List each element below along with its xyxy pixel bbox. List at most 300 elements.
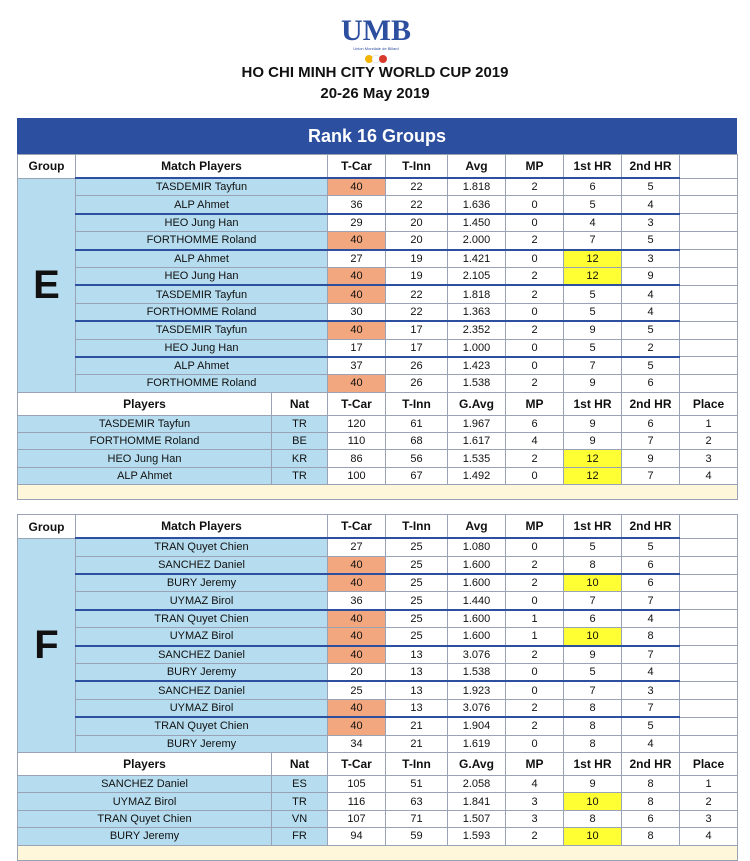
standings-header-row <box>18 392 738 415</box>
match-blank <box>680 375 738 392</box>
standing-2nd-hr: 6 <box>622 810 680 827</box>
standing-g-avg: 1.535 <box>448 450 506 467</box>
standing-player: FORTHOMME Roland <box>18 433 272 450</box>
match-t-car: 36 <box>328 196 386 214</box>
match-t-inn: 13 <box>386 663 448 681</box>
match-1st-hr: 8 <box>564 735 622 752</box>
header-t-car: T-Car <box>328 752 386 775</box>
match-t-car: 40 <box>328 610 386 628</box>
footer-strip-cell <box>18 485 738 500</box>
standing-mp: 3 <box>506 793 564 810</box>
match-mp: 0 <box>506 250 564 268</box>
match-avg: 1.423 <box>448 357 506 375</box>
header-group: Group <box>18 515 76 539</box>
standing-player: BURY Jeremy <box>18 828 272 845</box>
match-1st-hr: 8 <box>564 699 622 717</box>
match-player: HEO Jung Han <box>76 214 328 232</box>
match-2nd-hr: 6 <box>622 556 680 574</box>
match-2nd-hr: 5 <box>622 357 680 375</box>
match-2nd-hr: 5 <box>622 321 680 339</box>
match-blank <box>680 214 738 232</box>
match-t-inn: 20 <box>386 214 448 232</box>
match-mp: 0 <box>506 663 564 681</box>
standing-t-inn: 51 <box>386 775 448 792</box>
standing-nat: TR <box>272 467 328 484</box>
match-1st-hr: 5 <box>564 285 622 303</box>
match-2nd-hr: 4 <box>622 663 680 681</box>
match-avg: 1.450 <box>448 214 506 232</box>
standing-g-avg: 1.841 <box>448 793 506 810</box>
match-mp: 0 <box>506 357 564 375</box>
standing-row <box>18 433 738 450</box>
match-t-inn: 25 <box>386 628 448 646</box>
match-t-car: 17 <box>328 339 386 357</box>
match-t-inn: 22 <box>386 178 448 196</box>
header-1st-hr: 1st HR <box>564 155 622 179</box>
standing-nat: TR <box>272 415 328 432</box>
match-player: TRAN Quyet Chien <box>76 538 328 556</box>
match-1st-hr: 7 <box>564 592 622 610</box>
match-player: FORTHOMME Roland <box>76 303 328 321</box>
group-footer-strip <box>18 485 738 500</box>
header-g-avg: G.Avg <box>448 392 506 415</box>
standing-1st-hr: 10 <box>564 828 622 845</box>
match-t-inn: 25 <box>386 556 448 574</box>
match-1st-hr: 8 <box>564 556 622 574</box>
match-player: TASDEMIR Tayfun <box>76 178 328 196</box>
match-mp: 1 <box>506 610 564 628</box>
match-2nd-hr: 5 <box>622 538 680 556</box>
header-1st-hr: 1st HR <box>564 392 622 415</box>
standing-t-car: 110 <box>328 433 386 450</box>
standing-1st-hr: 9 <box>564 415 622 432</box>
match-avg: 1.538 <box>448 375 506 392</box>
standing-place: 2 <box>680 793 738 810</box>
match-row <box>18 663 738 681</box>
match-1st-hr: 10 <box>564 574 622 592</box>
match-t-inn: 25 <box>386 538 448 556</box>
match-blank <box>680 267 738 285</box>
standing-t-inn: 59 <box>386 828 448 845</box>
match-1st-hr: 9 <box>564 321 622 339</box>
match-mp: 0 <box>506 592 564 610</box>
standing-player: SANCHEZ Daniel <box>18 775 272 792</box>
match-2nd-hr: 9 <box>622 267 680 285</box>
header-group: Group <box>18 155 76 179</box>
standing-g-avg: 1.492 <box>448 467 506 484</box>
match-mp: 0 <box>506 681 564 699</box>
standing-mp: 4 <box>506 433 564 450</box>
match-avg: 3.076 <box>448 646 506 664</box>
match-player: UYMAZ Birol <box>76 699 328 717</box>
match-avg: 2.105 <box>448 267 506 285</box>
match-avg: 1.619 <box>448 735 506 752</box>
match-mp: 2 <box>506 321 564 339</box>
standing-t-car: 94 <box>328 828 386 845</box>
match-blank <box>680 628 738 646</box>
match-1st-hr: 7 <box>564 681 622 699</box>
match-2nd-hr: 3 <box>622 214 680 232</box>
match-blank <box>680 699 738 717</box>
match-t-inn: 19 <box>386 250 448 268</box>
match-t-car: 40 <box>328 646 386 664</box>
match-blank <box>680 610 738 628</box>
standing-place: 4 <box>680 828 738 845</box>
standing-1st-hr: 8 <box>564 810 622 827</box>
match-2nd-hr: 7 <box>622 592 680 610</box>
match-t-car: 40 <box>328 628 386 646</box>
match-mp: 1 <box>506 628 564 646</box>
header-t-inn: T-Inn <box>386 752 448 775</box>
standing-g-avg: 1.617 <box>448 433 506 450</box>
header-blank <box>680 515 738 539</box>
header-nat: Nat <box>272 392 328 415</box>
match-t-inn: 19 <box>386 267 448 285</box>
match-row <box>18 646 738 664</box>
match-avg: 1.818 <box>448 178 506 196</box>
standing-nat: ES <box>272 775 328 792</box>
standing-t-inn: 56 <box>386 450 448 467</box>
group-gap <box>18 500 738 515</box>
match-t-car: 40 <box>328 321 386 339</box>
header-blank <box>680 155 738 179</box>
match-avg: 2.000 <box>448 232 506 250</box>
group-e-table <box>17 154 738 514</box>
match-t-inn: 22 <box>386 285 448 303</box>
match-row <box>18 538 738 556</box>
match-t-inn: 26 <box>386 357 448 375</box>
match-2nd-hr: 7 <box>622 646 680 664</box>
standing-mp: 4 <box>506 775 564 792</box>
match-player: TASDEMIR Tayfun <box>76 321 328 339</box>
match-player: BURY Jeremy <box>76 735 328 752</box>
match-t-inn: 25 <box>386 610 448 628</box>
match-player: TRAN Quyet Chien <box>76 610 328 628</box>
header-1st-hr: 1st HR <box>564 515 622 539</box>
match-avg: 1.000 <box>448 339 506 357</box>
standing-t-inn: 67 <box>386 467 448 484</box>
match-player: FORTHOMME Roland <box>76 232 328 250</box>
match-avg: 1.600 <box>448 628 506 646</box>
match-t-car: 25 <box>328 681 386 699</box>
match-1st-hr: 5 <box>564 303 622 321</box>
match-player: SANCHEZ Daniel <box>76 556 328 574</box>
standing-t-car: 100 <box>328 467 386 484</box>
standing-2nd-hr: 6 <box>622 415 680 432</box>
match-2nd-hr: 3 <box>622 250 680 268</box>
match-avg: 1.440 <box>448 592 506 610</box>
header-g-avg: G.Avg <box>448 752 506 775</box>
match-row <box>18 574 738 592</box>
header-mp: MP <box>506 392 564 415</box>
standing-g-avg: 1.593 <box>448 828 506 845</box>
match-mp: 0 <box>506 214 564 232</box>
match-player: ALP Ahmet <box>76 357 328 375</box>
header-t-car: T-Car <box>328 392 386 415</box>
tournament-title: HO CHI MINH CITY WORLD CUP 2019 <box>241 64 509 81</box>
match-row <box>18 717 738 735</box>
match-row <box>18 196 738 214</box>
match-t-inn: 20 <box>386 232 448 250</box>
match-1st-hr: 6 <box>564 178 622 196</box>
match-1st-hr: 5 <box>564 538 622 556</box>
match-t-car: 40 <box>328 232 386 250</box>
match-1st-hr: 7 <box>564 232 622 250</box>
header-2nd-hr: 2nd HR <box>622 752 680 775</box>
match-row <box>18 556 738 574</box>
header-mp: MP <box>506 752 564 775</box>
match-row <box>18 214 738 232</box>
header-avg: Avg <box>448 515 506 539</box>
gap-cell <box>18 500 738 515</box>
match-avg: 3.076 <box>448 699 506 717</box>
match-row <box>18 178 738 196</box>
match-t-car: 40 <box>328 267 386 285</box>
match-t-car: 40 <box>328 556 386 574</box>
match-2nd-hr: 4 <box>622 303 680 321</box>
match-player: TASDEMIR Tayfun <box>76 285 328 303</box>
match-mp: 2 <box>506 717 564 735</box>
header-t-car: T-Car <box>328 515 386 539</box>
match-2nd-hr: 4 <box>622 196 680 214</box>
match-blank <box>680 538 738 556</box>
match-t-car: 37 <box>328 357 386 375</box>
header-players: Players <box>18 752 272 775</box>
standing-mp: 2 <box>506 828 564 845</box>
match-t-inn: 22 <box>386 303 448 321</box>
match-t-inn: 17 <box>386 321 448 339</box>
standing-place: 1 <box>680 415 738 432</box>
match-1st-hr: 9 <box>564 646 622 664</box>
header-t-inn: T-Inn <box>386 392 448 415</box>
standing-nat: TR <box>272 793 328 810</box>
match-header-row <box>18 515 738 539</box>
standing-row <box>18 793 738 810</box>
group-letter: F <box>18 538 76 752</box>
match-avg: 1.363 <box>448 303 506 321</box>
standing-1st-hr: 9 <box>564 433 622 450</box>
standing-g-avg: 1.507 <box>448 810 506 827</box>
match-mp: 2 <box>506 699 564 717</box>
match-row <box>18 628 738 646</box>
match-avg: 1.923 <box>448 681 506 699</box>
match-row <box>18 232 738 250</box>
match-t-car: 40 <box>328 699 386 717</box>
match-player: SANCHEZ Daniel <box>76 646 328 664</box>
standing-2nd-hr: 8 <box>622 775 680 792</box>
match-t-car: 40 <box>328 375 386 392</box>
match-mp: 2 <box>506 285 564 303</box>
match-blank <box>680 574 738 592</box>
standing-nat: BE <box>272 433 328 450</box>
standing-row <box>18 415 738 432</box>
match-1st-hr: 5 <box>564 663 622 681</box>
match-t-car: 30 <box>328 303 386 321</box>
standing-t-inn: 71 <box>386 810 448 827</box>
match-row <box>18 610 738 628</box>
match-player: UYMAZ Birol <box>76 592 328 610</box>
standing-t-car: 86 <box>328 450 386 467</box>
match-2nd-hr: 7 <box>622 699 680 717</box>
match-player: HEO Jung Han <box>76 339 328 357</box>
group-letter: E <box>18 178 76 392</box>
standing-nat: FR <box>272 828 328 845</box>
group-footer-strip <box>18 845 738 860</box>
match-mp: 0 <box>506 303 564 321</box>
match-row <box>18 735 738 752</box>
match-t-inn: 13 <box>386 681 448 699</box>
header-t-inn: T-Inn <box>386 155 448 179</box>
match-t-car: 36 <box>328 592 386 610</box>
match-t-inn: 25 <box>386 592 448 610</box>
standing-place: 3 <box>680 810 738 827</box>
page-header <box>0 0 750 112</box>
standing-g-avg: 2.058 <box>448 775 506 792</box>
match-t-inn: 25 <box>386 574 448 592</box>
match-mp: 2 <box>506 267 564 285</box>
header-match-players: Match Players <box>76 515 328 539</box>
header-t-inn: T-Inn <box>386 515 448 539</box>
match-t-car: 27 <box>328 538 386 556</box>
match-mp: 2 <box>506 232 564 250</box>
logo-ball-white <box>372 55 380 63</box>
match-t-inn: 21 <box>386 735 448 752</box>
match-1st-hr: 5 <box>564 196 622 214</box>
match-blank <box>680 717 738 735</box>
match-1st-hr: 10 <box>564 628 622 646</box>
logo-subtext: Union Mondiale de Billard <box>353 46 399 51</box>
standing-place: 3 <box>680 450 738 467</box>
standing-mp: 2 <box>506 450 564 467</box>
match-t-inn: 17 <box>386 339 448 357</box>
match-t-inn: 13 <box>386 699 448 717</box>
match-t-car: 40 <box>328 285 386 303</box>
match-player: HEO Jung Han <box>76 267 328 285</box>
standing-row <box>18 775 738 792</box>
match-row <box>18 339 738 357</box>
match-t-car: 40 <box>328 574 386 592</box>
match-1st-hr: 12 <box>564 250 622 268</box>
standing-2nd-hr: 9 <box>622 450 680 467</box>
match-t-car: 27 <box>328 250 386 268</box>
match-avg: 1.421 <box>448 250 506 268</box>
standing-t-car: 105 <box>328 775 386 792</box>
group-f-table <box>17 514 738 860</box>
match-2nd-hr: 4 <box>622 610 680 628</box>
match-blank <box>680 196 738 214</box>
match-mp: 2 <box>506 375 564 392</box>
match-player: BURY Jeremy <box>76 574 328 592</box>
standing-player: UYMAZ Birol <box>18 793 272 810</box>
match-avg: 1.636 <box>448 196 506 214</box>
header-avg: Avg <box>448 155 506 179</box>
match-2nd-hr: 3 <box>622 681 680 699</box>
standing-2nd-hr: 8 <box>622 828 680 845</box>
match-row <box>18 250 738 268</box>
standing-row <box>18 450 738 467</box>
match-player: TRAN Quyet Chien <box>76 717 328 735</box>
match-1st-hr: 12 <box>564 267 622 285</box>
match-mp: 2 <box>506 574 564 592</box>
standing-nat: KR <box>272 450 328 467</box>
match-player: ALP Ahmet <box>76 250 328 268</box>
match-2nd-hr: 5 <box>622 717 680 735</box>
match-2nd-hr: 6 <box>622 375 680 392</box>
footer-strip-cell <box>18 845 738 860</box>
match-2nd-hr: 4 <box>622 285 680 303</box>
match-blank <box>680 663 738 681</box>
match-header-row <box>18 155 738 179</box>
standing-mp: 3 <box>506 810 564 827</box>
match-mp: 0 <box>506 196 564 214</box>
header-t-car: T-Car <box>328 155 386 179</box>
standing-row <box>18 828 738 845</box>
standing-row <box>18 467 738 484</box>
standing-player: HEO Jung Han <box>18 450 272 467</box>
match-row <box>18 285 738 303</box>
match-blank <box>680 646 738 664</box>
header-match-players: Match Players <box>76 155 328 179</box>
match-mp: 2 <box>506 178 564 196</box>
match-blank <box>680 339 738 357</box>
standing-mp: 6 <box>506 415 564 432</box>
match-mp: 2 <box>506 556 564 574</box>
match-row <box>18 681 738 699</box>
header-2nd-hr: 2nd HR <box>622 515 680 539</box>
groups-container <box>17 154 737 861</box>
standing-place: 2 <box>680 433 738 450</box>
standing-t-car: 116 <box>328 793 386 810</box>
match-blank <box>680 321 738 339</box>
header-1st-hr: 1st HR <box>564 752 622 775</box>
match-2nd-hr: 5 <box>622 232 680 250</box>
match-avg: 1.904 <box>448 717 506 735</box>
match-player: BURY Jeremy <box>76 663 328 681</box>
match-avg: 1.080 <box>448 538 506 556</box>
match-1st-hr: 8 <box>564 717 622 735</box>
match-t-car: 40 <box>328 178 386 196</box>
match-blank <box>680 681 738 699</box>
match-row <box>18 267 738 285</box>
umb-logo <box>341 10 411 68</box>
match-1st-hr: 7 <box>564 357 622 375</box>
header-mp: MP <box>506 155 564 179</box>
header-place: Place <box>680 752 738 775</box>
standing-player: ALP Ahmet <box>18 467 272 484</box>
match-2nd-hr: 5 <box>622 178 680 196</box>
standing-t-inn: 63 <box>386 793 448 810</box>
standing-1st-hr: 12 <box>564 467 622 484</box>
match-2nd-hr: 6 <box>622 574 680 592</box>
standing-1st-hr: 10 <box>564 793 622 810</box>
match-blank <box>680 556 738 574</box>
tournament-dates: 20-26 May 2019 <box>320 85 430 102</box>
standings-header-row <box>18 752 738 775</box>
match-avg: 1.600 <box>448 610 506 628</box>
standing-t-car: 107 <box>328 810 386 827</box>
match-avg: 2.352 <box>448 321 506 339</box>
standing-2nd-hr: 7 <box>622 433 680 450</box>
match-t-inn: 21 <box>386 717 448 735</box>
match-1st-hr: 6 <box>564 610 622 628</box>
match-t-car: 20 <box>328 663 386 681</box>
standing-t-inn: 61 <box>386 415 448 432</box>
standing-player: TASDEMIR Tayfun <box>18 415 272 432</box>
match-t-inn: 13 <box>386 646 448 664</box>
standing-1st-hr: 12 <box>564 450 622 467</box>
match-row <box>18 321 738 339</box>
match-mp: 0 <box>506 538 564 556</box>
